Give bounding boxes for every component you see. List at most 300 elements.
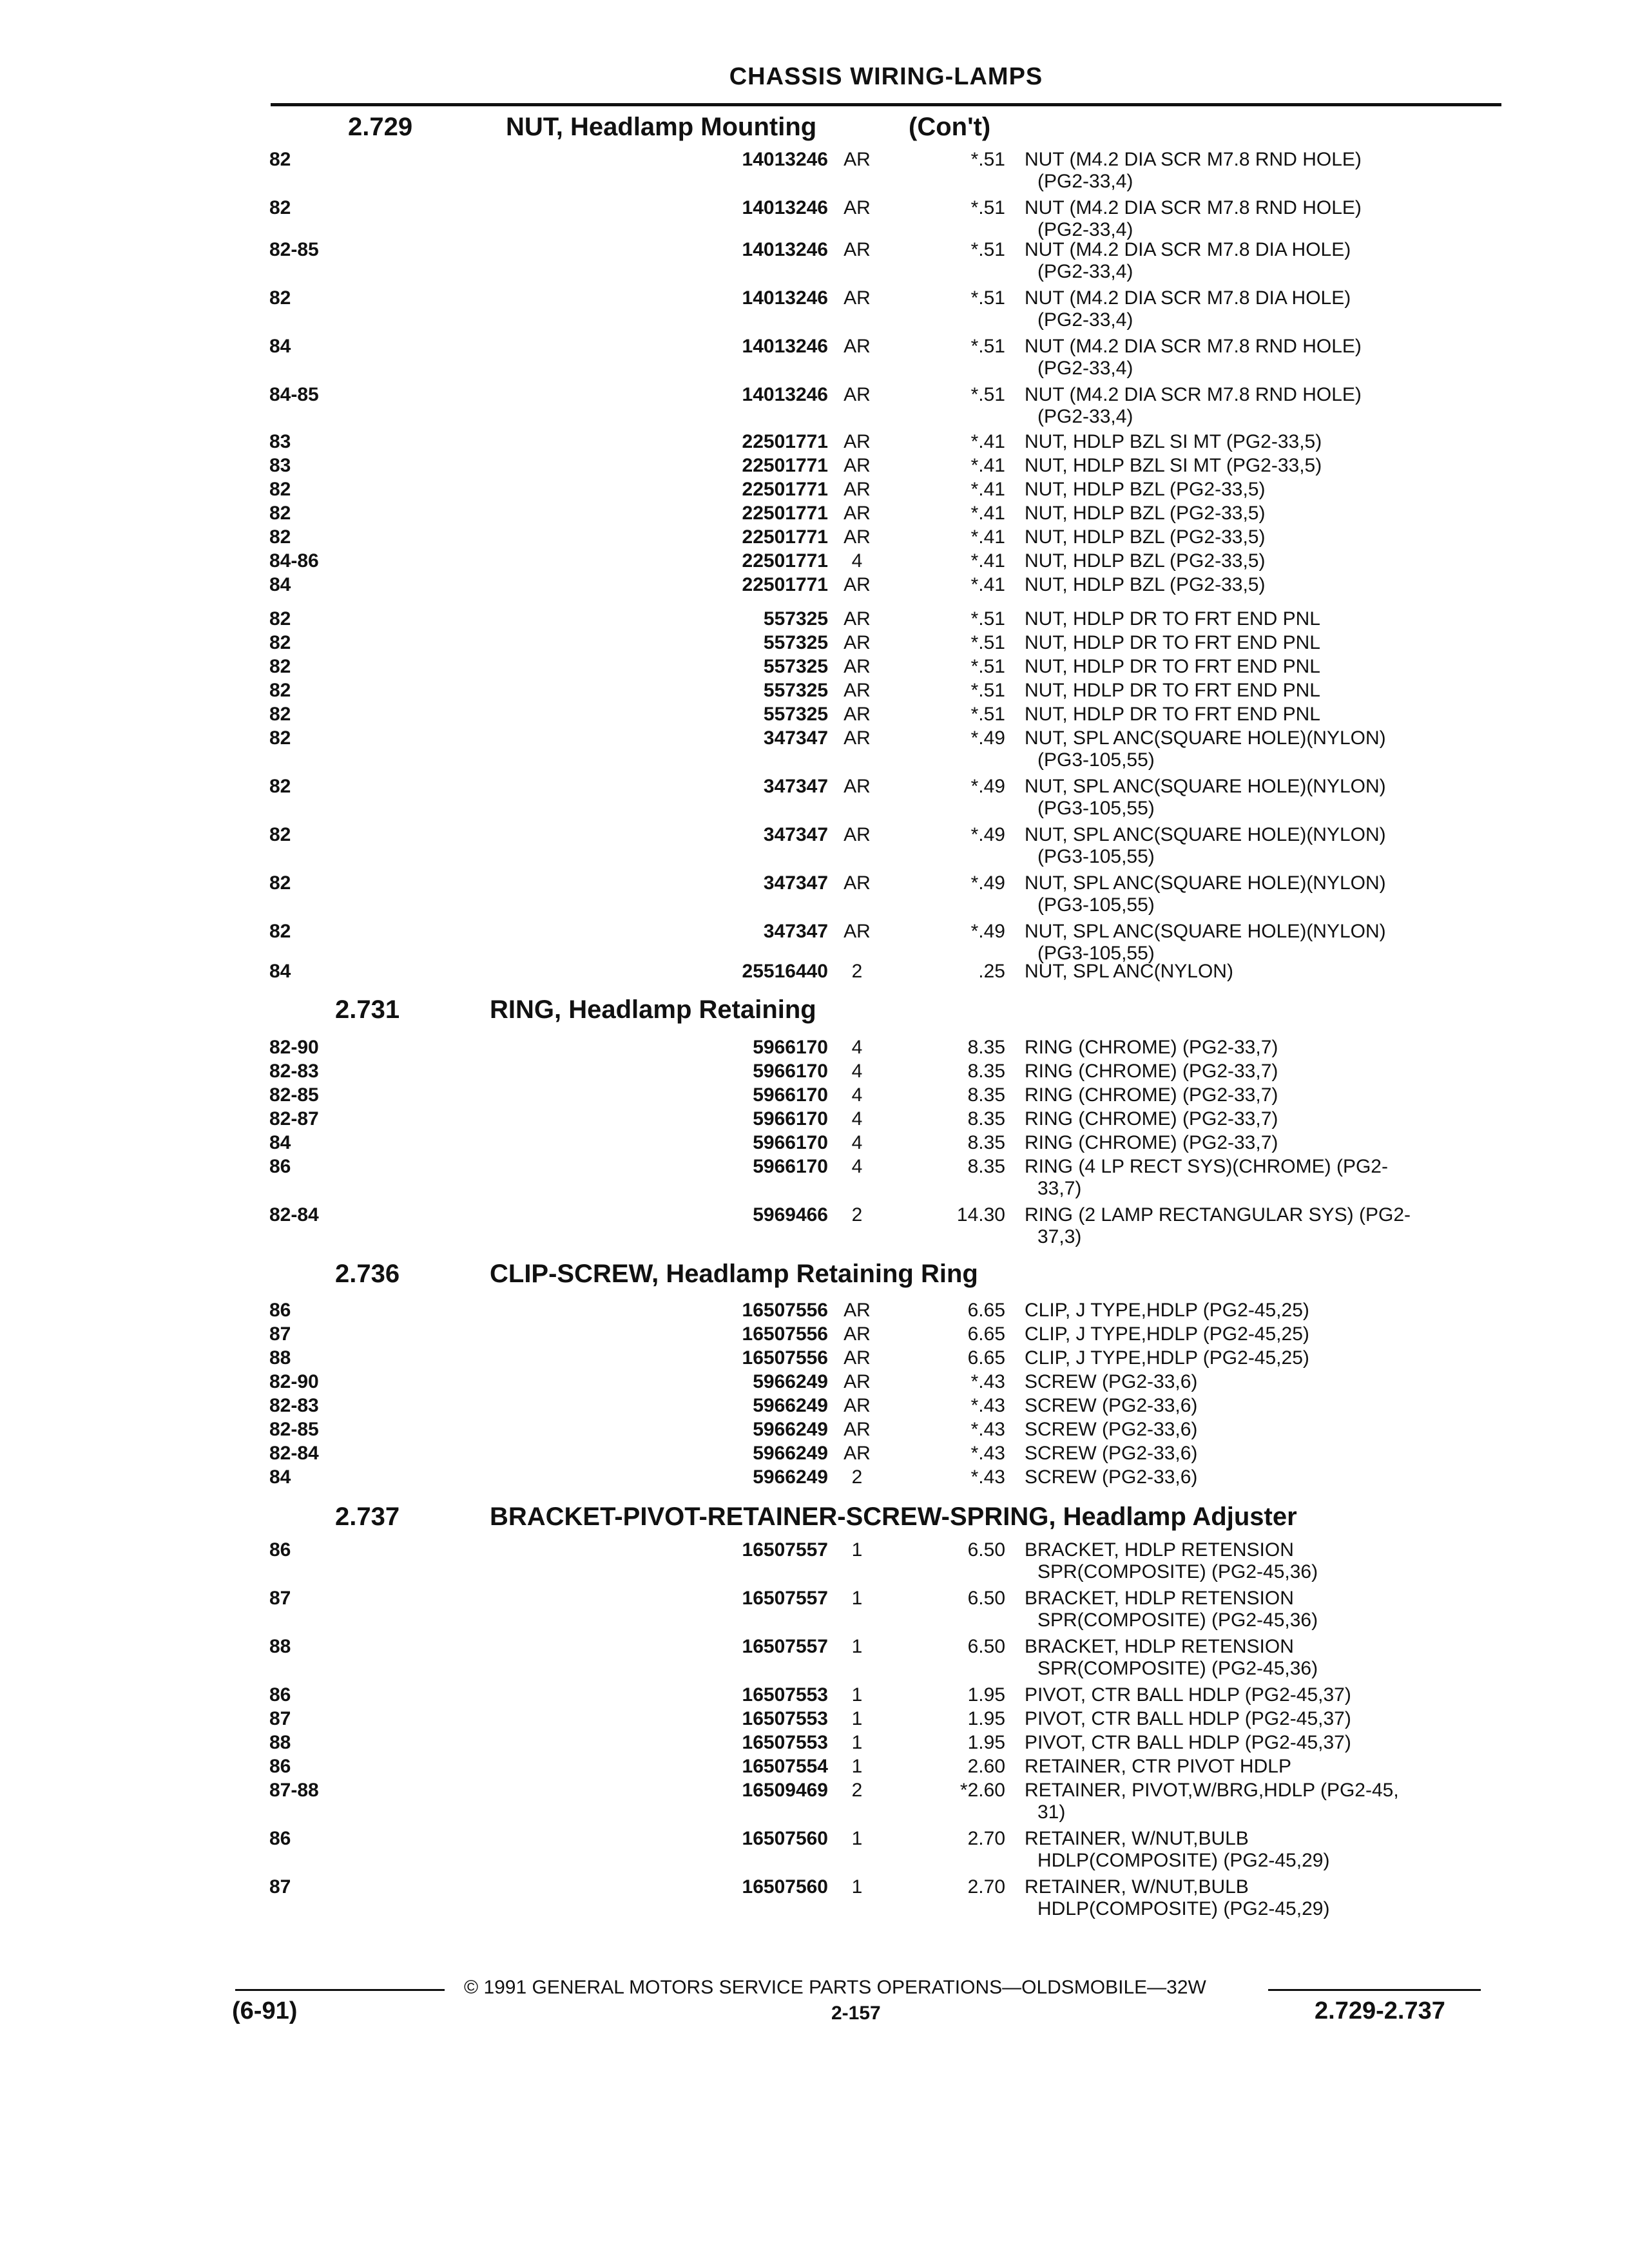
model-year: 82 [269,776,291,797]
description: SCREW (PG2-33,6) [1025,1419,1198,1440]
table-row [0,1876,1629,1922]
table-row [0,197,1629,243]
part-number: 5966249 [753,1419,828,1440]
header-rule [271,103,1501,106]
price: *.51 [970,336,1005,357]
description: NUT, HDLP BZL (PG2-33,5) [1025,526,1266,548]
description-continued: (PG2-33,4) [1037,171,1133,192]
quantity: 4 [851,1132,863,1153]
quantity: AR [843,574,871,595]
model-year: 82 [269,704,291,725]
price: *.41 [970,526,1005,548]
quantity: AR [843,239,871,260]
table-row [0,872,1629,918]
table-row [0,1466,1629,1489]
description: PIVOT, CTR BALL HDLP (PG2-45,37) [1025,1684,1351,1706]
quantity: AR [843,824,871,845]
model-year: 82 [269,727,291,749]
part-number: 16507554 [742,1756,828,1777]
table-row [0,1442,1629,1465]
table-row [0,383,1629,430]
price: *.51 [970,197,1005,218]
part-number: 14013246 [742,239,828,260]
footer-copyright: © 1991 GENERAL MOTORS SERVICE PARTS OPERATIONS—OLDSMOBILE—32W [464,1977,1206,1998]
description: NUT (M4.2 DIA SCR M7.8 RND HOLE) [1025,149,1362,170]
table-row [0,502,1629,525]
description: SCREW (PG2-33,6) [1025,1466,1198,1488]
price: 6.65 [967,1347,1005,1369]
description: NUT, SPL ANC(SQUARE HOLE)(NYLON) [1025,921,1386,942]
price: 8.35 [967,1037,1005,1058]
model-year: 82-85 [269,239,319,260]
table-row [0,1347,1629,1370]
table-row [0,727,1629,773]
part-number: 5966170 [753,1084,828,1106]
table-row [0,1370,1629,1394]
description: BRACKET, HDLP RETENSION [1025,1539,1294,1561]
table-row [0,287,1629,333]
description-continued: 37,3) [1037,1226,1082,1247]
price: *.51 [970,680,1005,701]
part-number: 22501771 [742,479,828,500]
price: *.41 [970,574,1005,595]
price: *.49 [970,727,1005,749]
table-row [0,148,1629,195]
price: *.51 [970,384,1005,405]
section-title: CLIP-SCREW, Headlamp Retaining Ring [490,1260,978,1288]
quantity: 2 [851,1780,863,1801]
table-row [0,1684,1629,1707]
quantity: 4 [851,1037,863,1058]
description: NUT (M4.2 DIA SCR M7.8 DIA HOLE) [1025,239,1351,260]
quantity: AR [843,149,871,170]
part-number: 557325 [763,632,828,653]
part-number: 25516440 [742,961,828,982]
table-row [0,1779,1629,1825]
quantity: AR [843,1347,871,1369]
description: PIVOT, CTR BALL HDLP (PG2-45,37) [1025,1732,1351,1753]
model-year: 87-88 [269,1780,319,1801]
part-number: 5966249 [753,1443,828,1464]
quantity: 1 [851,1828,863,1849]
price: *.43 [970,1443,1005,1464]
part-number: 5966249 [753,1466,828,1488]
description: NUT, SPL ANC(SQUARE HOLE)(NYLON) [1025,776,1386,797]
price: *.41 [970,503,1005,524]
model-year: 86 [269,1756,291,1777]
price: *2.60 [959,1780,1005,1801]
description: CLIP, J TYPE,HDLP (PG2-45,25) [1025,1300,1309,1321]
description: SCREW (PG2-33,6) [1025,1395,1198,1416]
part-number: 5966249 [753,1395,828,1416]
section-header [335,995,1495,1028]
table-row [0,454,1629,477]
model-year: 82 [269,608,291,629]
description-continued: (PG2-33,4) [1037,406,1133,427]
description: NUT (M4.2 DIA SCR M7.8 RND HOLE) [1025,197,1362,218]
description: NUT, HDLP DR TO FRT END PNL [1025,704,1320,725]
price: 14.30 [956,1204,1005,1225]
table-row [0,430,1629,454]
description: NUT, HDLP DR TO FRT END PNL [1025,680,1320,701]
model-year: 82-84 [269,1204,319,1225]
model-year: 82 [269,872,291,894]
description-continued: HDLP(COMPOSITE) (PG2-45,29) [1037,1850,1330,1871]
description-continued: HDLP(COMPOSITE) (PG2-45,29) [1037,1898,1330,1919]
description: NUT, HDLP DR TO FRT END PNL [1025,656,1320,677]
footer-rule-left [235,1989,445,1991]
quantity: AR [843,1300,871,1321]
footer-section-range: 2.729-2.737 [1315,1997,1445,2024]
model-year: 82 [269,479,291,500]
price: *.41 [970,550,1005,572]
table-row [0,1827,1629,1874]
quantity: 1 [851,1708,863,1729]
description: RING (CHROME) (PG2-33,7) [1025,1108,1278,1129]
model-year: 84-86 [269,550,319,572]
description: NUT, HDLP BZL (PG2-33,5) [1025,479,1266,500]
table-row [0,335,1629,381]
part-number: 5966249 [753,1371,828,1392]
model-year: 82-83 [269,1061,319,1082]
description: PIVOT, CTR BALL HDLP (PG2-45,37) [1025,1708,1351,1729]
model-year: 88 [269,1636,291,1657]
part-number: 22501771 [742,503,828,524]
table-row [0,1108,1629,1131]
part-number: 16507556 [742,1300,828,1321]
description: NUT, HDLP BZL SI MT (PG2-33,5) [1025,431,1322,452]
model-year: 84-85 [269,384,319,405]
description-continued: SPR(COMPOSITE) (PG2-45,36) [1037,1561,1318,1582]
price: *.49 [970,921,1005,942]
page-title: CHASSIS WIRING-LAMPS [729,63,1043,90]
quantity: 1 [851,1876,863,1898]
price: *.41 [970,479,1005,500]
table-row [0,573,1629,597]
part-number: 16507557 [742,1636,828,1657]
part-number: 16509469 [742,1780,828,1801]
model-year: 87 [269,1708,291,1729]
price: *.41 [970,455,1005,476]
model-year: 82 [269,656,291,677]
description: RING (CHROME) (PG2-33,7) [1025,1132,1278,1153]
section-header [335,1260,1495,1292]
model-year: 86 [269,1828,291,1849]
quantity: 4 [851,1108,863,1129]
description: NUT, HDLP BZL (PG2-33,5) [1025,550,1266,572]
section-number: 2.737 [335,1503,400,1531]
table-row [0,1204,1629,1250]
part-number: 16507556 [742,1323,828,1345]
part-number: 347347 [763,872,828,894]
table-row [0,823,1629,870]
quantity: AR [843,197,871,218]
quantity: AR [843,526,871,548]
description: NUT, SPL ANC(SQUARE HOLE)(NYLON) [1025,824,1386,845]
section-title: NUT, Headlamp Mounting [506,113,817,141]
description: NUT, SPL ANC(NYLON) [1025,961,1233,982]
price: 2.70 [967,1876,1005,1898]
quantity: AR [843,776,871,797]
model-year: 84 [269,574,291,595]
part-number: 5966170 [753,1156,828,1177]
table-row [0,1131,1629,1155]
description: NUT, HDLP DR TO FRT END PNL [1025,608,1320,629]
model-year: 84 [269,1132,291,1153]
quantity: 2 [851,1466,863,1488]
price: 1.95 [967,1708,1005,1729]
description-continued: (PG2-33,4) [1037,261,1133,282]
quantity: 1 [851,1732,863,1753]
description: SCREW (PG2-33,6) [1025,1371,1198,1392]
description: RING (2 LAMP RECTANGULAR SYS) (PG2- [1025,1204,1411,1225]
model-year: 86 [269,1156,291,1177]
section-title: BRACKET-PIVOT-RETAINER-SCREW-SPRING, Headlamp Adjuster [490,1503,1297,1531]
description: BRACKET, HDLP RETENSION [1025,1588,1294,1609]
part-number: 16507556 [742,1347,828,1369]
model-year: 82 [269,197,291,218]
quantity: AR [843,921,871,942]
quantity: AR [843,1371,871,1392]
price: 2.60 [967,1756,1005,1777]
model-year: 86 [269,1300,291,1321]
price: 2.70 [967,1828,1005,1849]
quantity: 1 [851,1756,863,1777]
price: *.51 [970,287,1005,309]
description-continued: (PG2-33,4) [1037,309,1133,331]
part-number: 22501771 [742,526,828,548]
section-header [335,1503,1495,1535]
description-continued: (PG3-105,55) [1037,943,1155,964]
description: NUT, HDLP BZL (PG2-33,5) [1025,503,1266,524]
part-number: 5966170 [753,1108,828,1129]
price: 6.50 [967,1636,1005,1657]
part-number: 16507553 [742,1684,828,1706]
section-title: RING, Headlamp Retaining [490,995,816,1024]
part-number: 347347 [763,824,828,845]
price: 6.50 [967,1539,1005,1561]
description: RETAINER, PIVOT,W/BRG,HDLP (PG2-45, [1025,1780,1399,1801]
part-number: 14013246 [742,197,828,218]
description: NUT (M4.2 DIA SCR M7.8 RND HOLE) [1025,336,1362,357]
model-year: 82-90 [269,1037,319,1058]
part-number: 16507560 [742,1876,828,1898]
price: *.51 [970,149,1005,170]
description: NUT, HDLP BZL (PG2-33,5) [1025,574,1266,595]
price: *.51 [970,704,1005,725]
part-number: 557325 [763,680,828,701]
part-number: 557325 [763,656,828,677]
part-number: 5966170 [753,1037,828,1058]
part-number: 14013246 [742,287,828,309]
table-row [0,1635,1629,1682]
table-row [0,1323,1629,1346]
section-number: 2.736 [335,1260,400,1288]
model-year: 86 [269,1539,291,1561]
price: 8.35 [967,1156,1005,1177]
description: RING (4 LP RECT SYS)(CHROME) (PG2- [1025,1156,1388,1177]
part-number: 22501771 [742,431,828,452]
model-year: 82-85 [269,1084,319,1106]
model-year: 82 [269,632,291,653]
quantity: AR [843,1419,871,1440]
description-continued: (PG2-33,4) [1037,219,1133,240]
description: CLIP, J TYPE,HDLP (PG2-45,25) [1025,1323,1309,1345]
part-number: 22501771 [742,550,828,572]
table-row [0,526,1629,549]
price: *.43 [970,1395,1005,1416]
section-header [348,113,1508,145]
description: BRACKET, HDLP RETENSION [1025,1636,1294,1657]
model-year: 82 [269,680,291,701]
quantity: AR [843,608,871,629]
quantity: AR [843,503,871,524]
model-year: 87 [269,1876,291,1898]
table-row [0,1539,1629,1585]
price: *.41 [970,431,1005,452]
quantity: 1 [851,1588,863,1609]
table-row [0,1394,1629,1418]
part-number: 14013246 [742,384,828,405]
quantity: 4 [851,1156,863,1177]
description-continued: (PG3-105,55) [1037,894,1155,916]
model-year: 82-85 [269,1419,319,1440]
model-year: 82-83 [269,1395,319,1416]
part-number: 5966170 [753,1061,828,1082]
price: 1.95 [967,1732,1005,1753]
part-number: 16507553 [742,1708,828,1729]
model-year: 82 [269,824,291,845]
price: 1.95 [967,1684,1005,1706]
description: CLIP, J TYPE,HDLP (PG2-45,25) [1025,1347,1309,1369]
table-row [0,775,1629,822]
part-number: 22501771 [742,574,828,595]
description: RETAINER, W/NUT,BULB [1025,1828,1249,1849]
description: NUT (M4.2 DIA SCR M7.8 RND HOLE) [1025,384,1362,405]
description-continued: SPR(COMPOSITE) (PG2-45,36) [1037,1658,1318,1679]
price: *.49 [970,824,1005,845]
description: SCREW (PG2-33,6) [1025,1443,1198,1464]
description: NUT (M4.2 DIA SCR M7.8 DIA HOLE) [1025,287,1351,309]
model-year: 88 [269,1732,291,1753]
quantity: 1 [851,1636,863,1657]
quantity: AR [843,479,871,500]
model-year: 82-87 [269,1108,319,1129]
price: *.49 [970,872,1005,894]
part-number: 16507553 [742,1732,828,1753]
description-continued: (PG3-105,55) [1037,798,1155,819]
description-continued: (PG2-33,4) [1037,358,1133,379]
price: 6.50 [967,1588,1005,1609]
part-number: 557325 [763,608,828,629]
quantity: 2 [851,1204,863,1225]
part-number: 347347 [763,776,828,797]
description: RING (CHROME) (PG2-33,7) [1025,1061,1278,1082]
table-row [0,1299,1629,1322]
quantity: AR [843,1395,871,1416]
table-row [0,655,1629,678]
table-row [0,679,1629,702]
quantity: AR [843,704,871,725]
part-number: 16507557 [742,1588,828,1609]
part-number: 16507557 [742,1539,828,1561]
description: NUT, SPL ANC(SQUARE HOLE)(NYLON) [1025,872,1386,894]
quantity: 4 [851,1084,863,1106]
model-year: 82 [269,526,291,548]
table-row [0,478,1629,501]
model-year: 86 [269,1684,291,1706]
model-year: 87 [269,1588,291,1609]
model-year: 83 [269,431,291,452]
table-row [0,1418,1629,1441]
quantity: 4 [851,1061,863,1082]
price: *.43 [970,1371,1005,1392]
price: 8.35 [967,1108,1005,1129]
model-year: 84 [269,961,291,982]
table-row [0,1060,1629,1083]
footer-date: (6-91) [232,1997,298,2024]
quantity: AR [843,727,871,749]
model-year: 83 [269,455,291,476]
table-row [0,960,1629,983]
quantity: AR [843,656,871,677]
table-row [0,608,1629,631]
table-row [0,1707,1629,1731]
description-continued: (PG3-105,55) [1037,749,1155,771]
price: *.43 [970,1466,1005,1488]
quantity: AR [843,384,871,405]
price: *.49 [970,776,1005,797]
quantity: AR [843,872,871,894]
description: NUT, SPL ANC(SQUARE HOLE)(NYLON) [1025,727,1386,749]
description: RING (CHROME) (PG2-33,7) [1025,1084,1278,1106]
quantity: 1 [851,1684,863,1706]
part-number: 14013246 [742,149,828,170]
part-number: 347347 [763,921,828,942]
table-row [0,631,1629,655]
price: 6.65 [967,1323,1005,1345]
section-number: 2.729 [348,113,413,141]
price: *.51 [970,608,1005,629]
part-number: 16507560 [742,1828,828,1849]
model-year: 84 [269,336,291,357]
section-number: 2.731 [335,995,400,1024]
part-number: 22501771 [742,455,828,476]
description: NUT, HDLP BZL SI MT (PG2-33,5) [1025,455,1322,476]
table-row [0,238,1629,285]
quantity: AR [843,336,871,357]
part-number: 347347 [763,727,828,749]
part-number: 5969466 [753,1204,828,1225]
part-number: 557325 [763,704,828,725]
price: .25 [978,961,1005,982]
model-year: 88 [269,1347,291,1369]
description: NUT, HDLP DR TO FRT END PNL [1025,632,1320,653]
part-number: 5966170 [753,1132,828,1153]
table-row [0,1755,1629,1778]
table-row [0,703,1629,726]
quantity: 2 [851,961,863,982]
price: 8.35 [967,1084,1005,1106]
part-number: 14013246 [742,336,828,357]
price: 8.35 [967,1132,1005,1153]
quantity: AR [843,1323,871,1345]
model-year: 82 [269,503,291,524]
footer-rule-right [1268,1989,1481,1991]
table-row [0,550,1629,573]
model-year: 84 [269,1466,291,1488]
price: *.43 [970,1419,1005,1440]
